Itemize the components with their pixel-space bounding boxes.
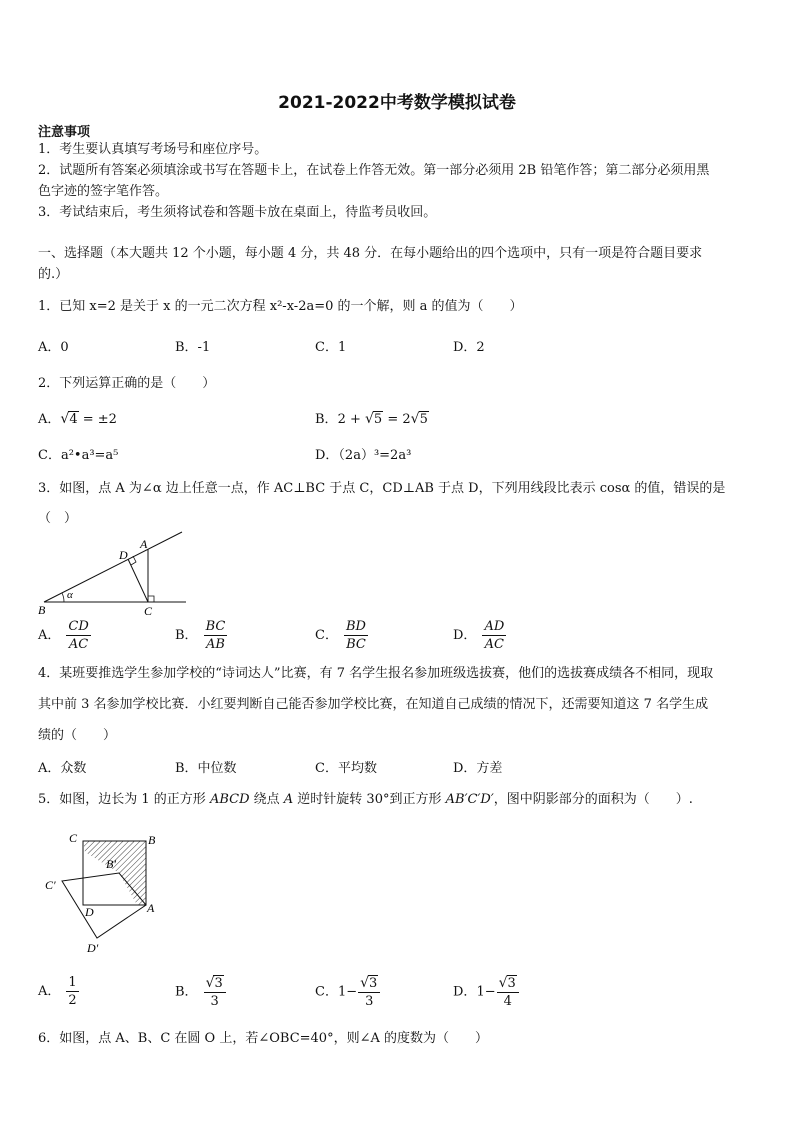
- q3-option-a: A． $\frac{CD}{AC}$: [38, 619, 89, 652]
- q3-figure: [36, 530, 196, 620]
- q4-stem-2: 其中前 3 名参加学校比赛．小红要判断自己能否参加学校比赛，在知道自己成绩的情况下，还需要知道这 7 名学生成: [38, 697, 709, 712]
- note-item-2-cont: 色字迹的签字笔作答。: [38, 184, 169, 199]
- q4-option-a: A．众数: [38, 761, 87, 776]
- q4-option-b: B．中位数: [175, 761, 237, 776]
- q4-option-d: D．方差: [453, 761, 503, 776]
- q5-stem: 5．如图，边长为 1 的正方形 ABCD 绕点 A 逆时针旋转 30°到正方形 AB′C′D′，图中阴影部分的面积为（ ）.: [38, 792, 693, 807]
- q2-stem: 2．下列运算正确的是（ ）: [38, 376, 216, 391]
- q1-option-a: A．0: [38, 340, 69, 355]
- q3-angle-arc: [62, 593, 64, 602]
- q4-stem-1: 4．某班要推选学生参加学校的“诗词达人”比赛，有 7 名学生报名参加班级选拔赛，他们的选拔赛成绩各不相同，现取: [38, 666, 714, 681]
- section-heading-cont: 的.）: [38, 267, 69, 282]
- q3-right-angle-c: [148, 596, 154, 602]
- q3-label-d: D: [119, 548, 128, 562]
- q3-stem-cont: （ ）: [38, 511, 78, 526]
- q3-label-b: B: [38, 603, 46, 617]
- q1-option-d: D．2: [453, 340, 485, 355]
- q3-label-alpha: α: [67, 589, 73, 601]
- q2-option-d: D．（2a）³=2a³: [315, 448, 412, 463]
- q5-label-cprime: C′: [45, 878, 56, 892]
- q5-label-bprime: B′: [106, 857, 116, 871]
- q5-label-b: B: [148, 833, 156, 847]
- q4-option-c: C．平均数: [315, 761, 377, 776]
- notes-heading: 注意事项: [38, 125, 91, 140]
- q5-figure: [36, 826, 176, 961]
- q3-label-a: A: [140, 537, 148, 551]
- q3-line-ba: [44, 532, 182, 602]
- section-heading: 一、选择题（本大题共 12 个小题，每小题 4 分，共 48 分．在每小题给出的四个选项中，只有一项是符合题目要求: [38, 246, 703, 261]
- q2-option-a: A．√4 = ±2: [38, 411, 117, 427]
- q1-stem: 1．已知 x=2 是关于 x 的一元二次方程 x²-x-2a=0 的一个解，则 a 的值为（ ）: [38, 299, 523, 314]
- q5-label-dprime: D′: [87, 941, 99, 955]
- q5-option-b: B． $\frac{√3}{3}$: [175, 975, 226, 1009]
- q5-option-c: C．1− $\frac{√3}{3}$: [315, 975, 380, 1009]
- q5-label-c: C: [69, 831, 78, 845]
- q1-option-b: B．-1: [175, 340, 211, 355]
- q5-label-a: A: [147, 901, 155, 915]
- q3-option-b: B． $\frac{BC}{AB}$: [175, 619, 226, 652]
- q1-option-c: C．1: [315, 340, 347, 355]
- q5-label-d: D: [85, 905, 94, 919]
- q5-option-a: A． $\frac{1}{2}$: [38, 975, 77, 1008]
- q4-stem-3: 绩的（ ）: [38, 728, 117, 743]
- q3-label-c: C: [144, 604, 153, 618]
- note-item-2: 2．试题所有答案必须填涂或书写在答题卡上，在试卷上作答无效。第一部分必须用 2B 铅笔作答；第二部分必须用黑: [38, 163, 710, 178]
- q3-option-d: D． $\frac{AD}{AC}$: [453, 619, 505, 652]
- q2-option-b: B．2 + √5 = 2√5: [315, 411, 428, 427]
- q5-shaded-region: [83, 841, 146, 905]
- q3-option-c: C． $\frac{BD}{BC}$: [315, 619, 366, 652]
- note-item-3: 3．考试结束后，考生须将试卷和答题卡放在桌面上，待监考员收回。: [38, 205, 437, 220]
- q5-option-d: D．1− $\frac{√3}{4}$: [453, 975, 519, 1009]
- q3-stem: 3．如图，点 A 为∠α 边上任意一点，作 AC⊥BC 于点 C，CD⊥AB 于点 D，下列用线段比表示 cosα 的值，错误的是: [38, 481, 726, 496]
- note-item-1: 1．考生要认真填写考场号和座位序号。: [38, 142, 268, 157]
- page-title: 2021-2022中考数学模拟试卷: [278, 93, 516, 113]
- q3-line-cd: [128, 559, 148, 602]
- q6-stem: 6．如图，点 A、B、C 在圆 O 上，若∠OBC=40°，则∠A 的度数为（ ）: [38, 1031, 488, 1046]
- q2-option-c: C．a²•a³=a⁵: [38, 448, 119, 463]
